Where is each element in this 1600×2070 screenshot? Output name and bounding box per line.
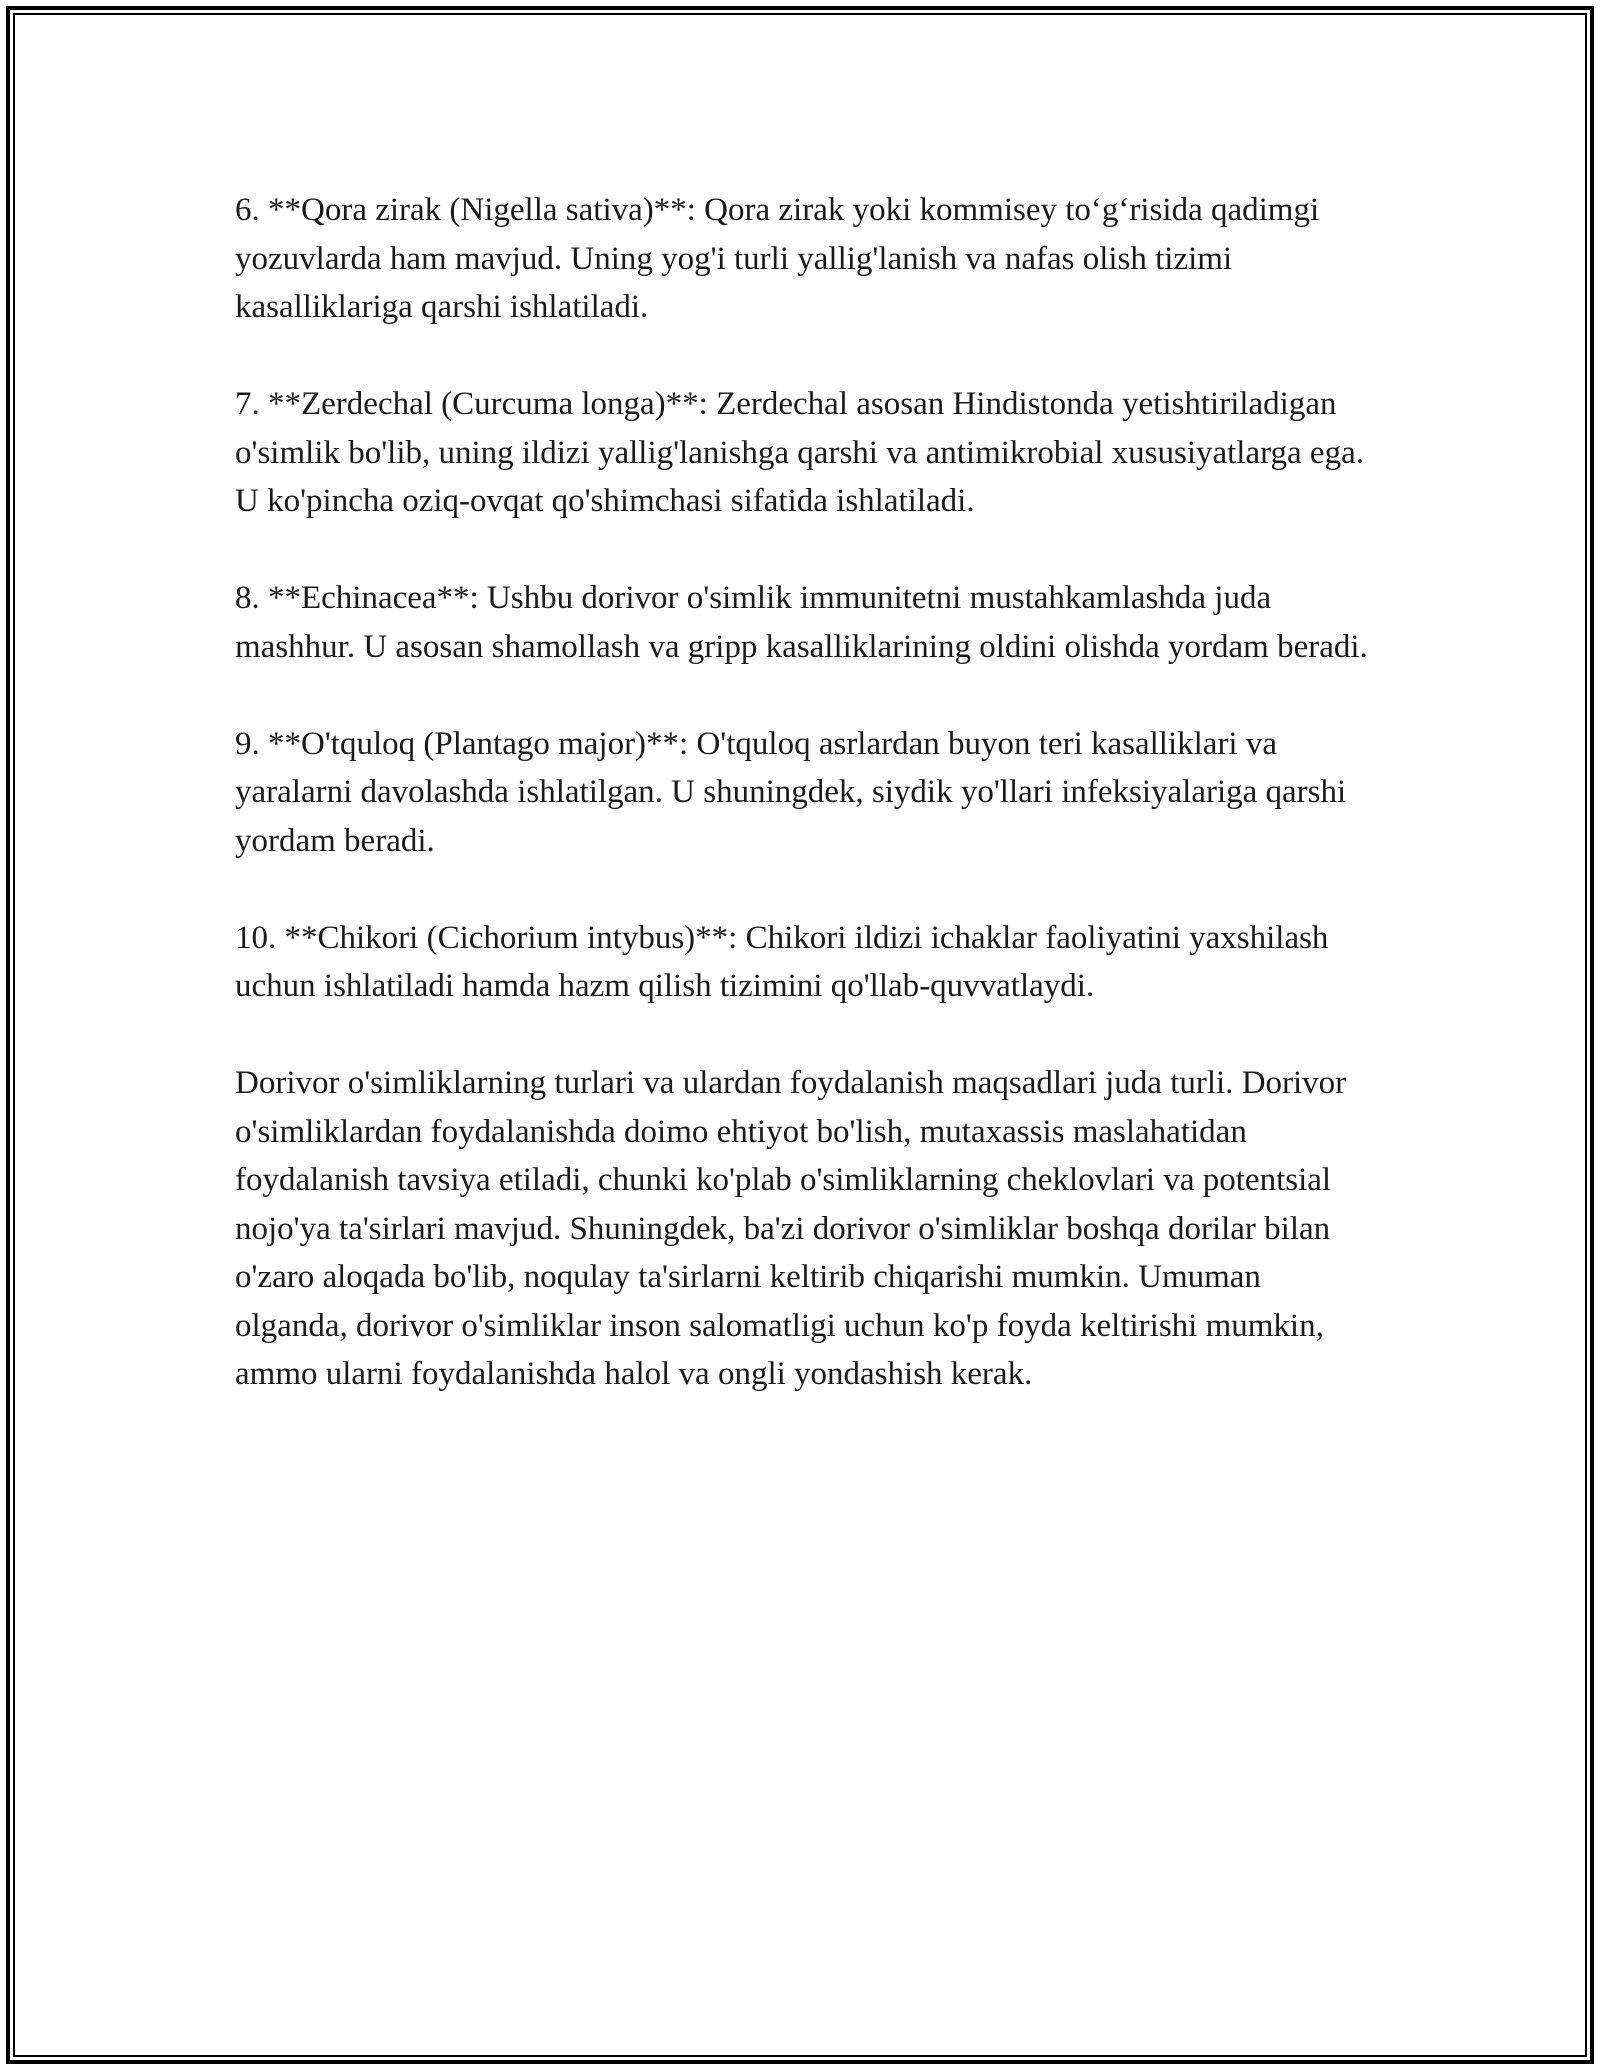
paragraph-item-9-plantago: 9. **O'tquloq (Plantago major)**: O'tquloq asrlardan buyon teri kasalliklari va yaralarni davolashda ishlatilgan. U shuningdek, siydik yo'llari infeksiyalariga qarshi yordam beradi. (235, 725, 1347, 859)
paragraph-item-10-cichorium: 10. **Chikori (Cichorium intybus)**: Chikori ildizi ichaklar faoliyatini yaxshilash uchun ishlatiladi hamda hazm qilish tizimini qo'llab-quvvatlaydi. (235, 919, 1329, 1004)
paragraph-conclusion: Dorivor o'simliklarning turlari va ulardan foydalanish maqsadlari juda turli. Dorivor o'simliklardan foydalanishda doimo ehtiyot bo'lish, mutaxassis maslahatidan foydalanish tavsiya etiladi, chunki ko'plab o'simliklarning cheklovlari va potentsial nojo'ya ta'sirlari mavjud. Shuningdek, ba'zi dorivor o'simliklar boshqa dorilar bilan o'zaro aloqada bo'lib, noqulay ta'sirlarni keltirib chiqarishi mumkin. Umuman olganda, dorivor o'simliklar inson salomatligi uchun ko'p foyda keltirishi mumkin, ammo ularni foydalanishda halol va ongli yondashish kerak. (235, 1065, 1347, 1392)
document-body (235, 186, 1375, 1399)
paragraph-item-7-curcuma: 7. **Zerdechal (Curcuma longa)**: Zerdechal asosan Hindistonda yetishtiriladigan o'simlik bo'lib, uning ildizi yallig'lanishga qarshi va antimikrobial xususiyatlarga ega. U ko'pincha oziq-ovqat qo'shimchasi sifatida ishlatiladi. (235, 386, 1364, 519)
paragraph-item-6-nigella: 6. **Qora zirak (Nigella sativa)**: Qora zirak yoki kommisey to‘g‘risida qadimgi yozuvlarda ham mavjud. Uning yog'i turli yallig'lanish va nafas olish tizimi kasalliklariga qarshi ishlatiladi. (235, 192, 1320, 325)
paragraph-item-8-echinacea: 8. **Echinacea**: Ushbu dorivor o'simlik immunitetni mustahkamlashda juda mashhur. U asosan shamollash va gripp kasalliklarining oldini olishda yordam beradi. (235, 580, 1368, 665)
